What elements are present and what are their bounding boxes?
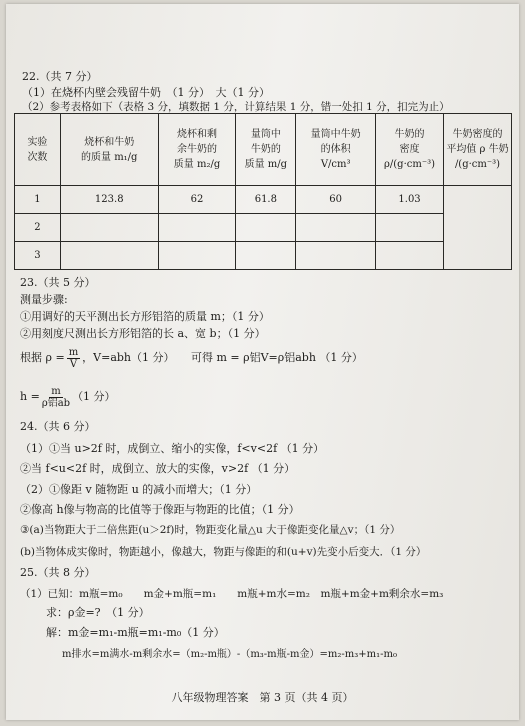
table-cell xyxy=(376,242,444,270)
header-cell: 牛奶密度的 平均值 ρ 牛奶 /(g·cm⁻³) xyxy=(444,114,512,186)
q22-line2: （2）参考表格如下（表格 3 分，填数据 1 分，计算结果 1 分，错一处扣 1 分，扣完为止） xyxy=(22,101,450,113)
table-cell: 62 xyxy=(158,186,236,214)
header-cell: 实验 次数 xyxy=(15,114,61,186)
table-cell xyxy=(158,242,236,270)
header-cell: 量筒中 牛奶的 质量 m/g xyxy=(236,114,296,186)
q23-density-formula: 根据 ρ = $\frac{m}{V}$ ，V=abh（1 分） 可得 m = ρ铝V=ρ铝abh （1 分） xyxy=(20,346,363,370)
q25-last: m排水=m满水-m剩余水=（m₂-m瓶）-（m₃-m瓶-m金）=m₂-m₃+m₁-m₀ xyxy=(62,649,398,660)
q25-find: 求：ρ金=? （1 分） xyxy=(46,606,150,619)
q24-line1: （1）①当 u>2f 时，成倒立、缩小的实像，f<v<2f （1 分） xyxy=(20,442,325,455)
q23-step1: ①用调好的天平测出长方形铝箔的质量 m；（1 分） xyxy=(20,310,270,323)
q23-step2: ②用刻度尺测出长方形铝箔的长 a、宽 b；（1 分） xyxy=(20,327,266,340)
q25-solve: 解：m金=m₁-m瓶=m₁-m₀（1 分） xyxy=(46,626,225,639)
header-cell: 牛奶的 密度 ρ/(g·cm⁻³) xyxy=(376,114,444,186)
table-cell: 3 xyxy=(15,242,61,270)
table-cell: 61.8 xyxy=(236,186,296,214)
table-cell: 60 xyxy=(296,186,376,214)
table-cell: 1.03 xyxy=(376,186,444,214)
table-cell xyxy=(60,214,158,242)
q22-title: 22.（共 7 分） xyxy=(22,70,98,83)
table-cell xyxy=(296,214,376,242)
q22-line1: （1）在烧杯内壁会残留牛奶 （1 分） 大（1 分） xyxy=(22,86,270,99)
table-cell: 123.8 xyxy=(60,186,158,214)
table-header-row xyxy=(15,114,512,186)
q23-steps-label: 测量步骤: xyxy=(20,293,68,306)
table-cell xyxy=(236,242,296,270)
q24-title: 24.（共 6 分） xyxy=(20,420,96,433)
header-cell: 烧杯和牛奶 的质量 m₁/g xyxy=(60,114,158,186)
average-density-cell xyxy=(444,186,512,270)
q24-line3: （2）①像距 v 随物距 u 的减小而增大；（1 分） xyxy=(20,483,258,496)
table-row xyxy=(15,214,512,242)
q25-known: （1）已知：m瓶=m₀ m金+m瓶=m₁ m瓶+m水=m₂ m瓶+m金+m剩余水=m₃ xyxy=(20,588,444,600)
table-cell xyxy=(158,214,236,242)
q23-thickness-formula: h = $\frac{m}{\text{ρ铝ab}}$ （1 分） xyxy=(20,385,116,409)
table-cell: 1 xyxy=(15,186,61,214)
table-cell xyxy=(296,242,376,270)
q24-line6: (b)当物体成实像时，物距越小，像越大，物距与像距的和(u+v)先变小后变大．（1 分） xyxy=(20,546,427,558)
q25-title: 25.（共 8 分） xyxy=(20,566,96,579)
q24-line2: ②当 f<u<2f 时，成倒立、放大的实像，v>2f （1 分） xyxy=(20,462,296,475)
table-row xyxy=(15,186,512,214)
q24-line4: ②像高 h像与物高的比值等于像距与物距的比值；（1 分） xyxy=(20,503,300,516)
page-footer: 八年级物理答案 第 3 页（共 4 页） xyxy=(171,691,354,704)
q23-title: 23.（共 5 分） xyxy=(20,276,96,289)
q24-line5: ③(a)当物距大于二倍焦距(u＞2f)时，物距变化量△u 大于像距变化量△v；（1 分） xyxy=(20,524,401,536)
table-cell: 2 xyxy=(15,214,61,242)
density-table xyxy=(14,113,512,270)
header-cell: 烧杯和剩 余牛奶的 质量 m₂/g xyxy=(158,114,236,186)
table-cell xyxy=(376,214,444,242)
table-cell xyxy=(60,242,158,270)
table-cell xyxy=(236,214,296,242)
table-row xyxy=(15,242,512,270)
header-cell: 量筒中牛奶 的体积 V/cm³ xyxy=(296,114,376,186)
